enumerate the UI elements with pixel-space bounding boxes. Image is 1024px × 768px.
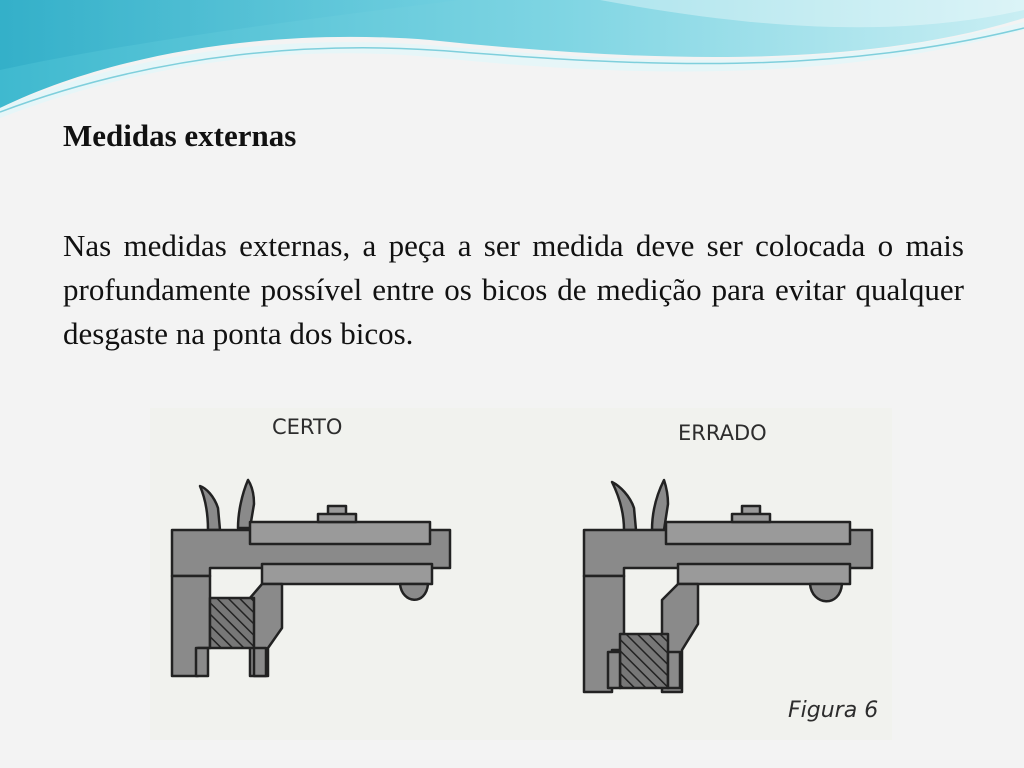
caliper-figure	[150, 408, 892, 740]
label-wrong: ERRADO	[678, 421, 767, 445]
caliper-wrong	[584, 480, 872, 692]
figure-caption: Figura 6	[788, 698, 879, 723]
slide-body-text: Nas medidas externas, a peça a ser medida deve ser colocada o mais profundamente possível entre os bicos de medição para evitar qualquer desgaste na ponta dos bicos.	[63, 228, 964, 351]
header-wave-decoration	[0, 0, 1024, 120]
caliper-illustration	[150, 408, 892, 740]
caliper-correct	[172, 480, 450, 676]
slide-title: Medidas externas	[63, 118, 297, 153]
label-correct: CERTO	[272, 415, 343, 439]
